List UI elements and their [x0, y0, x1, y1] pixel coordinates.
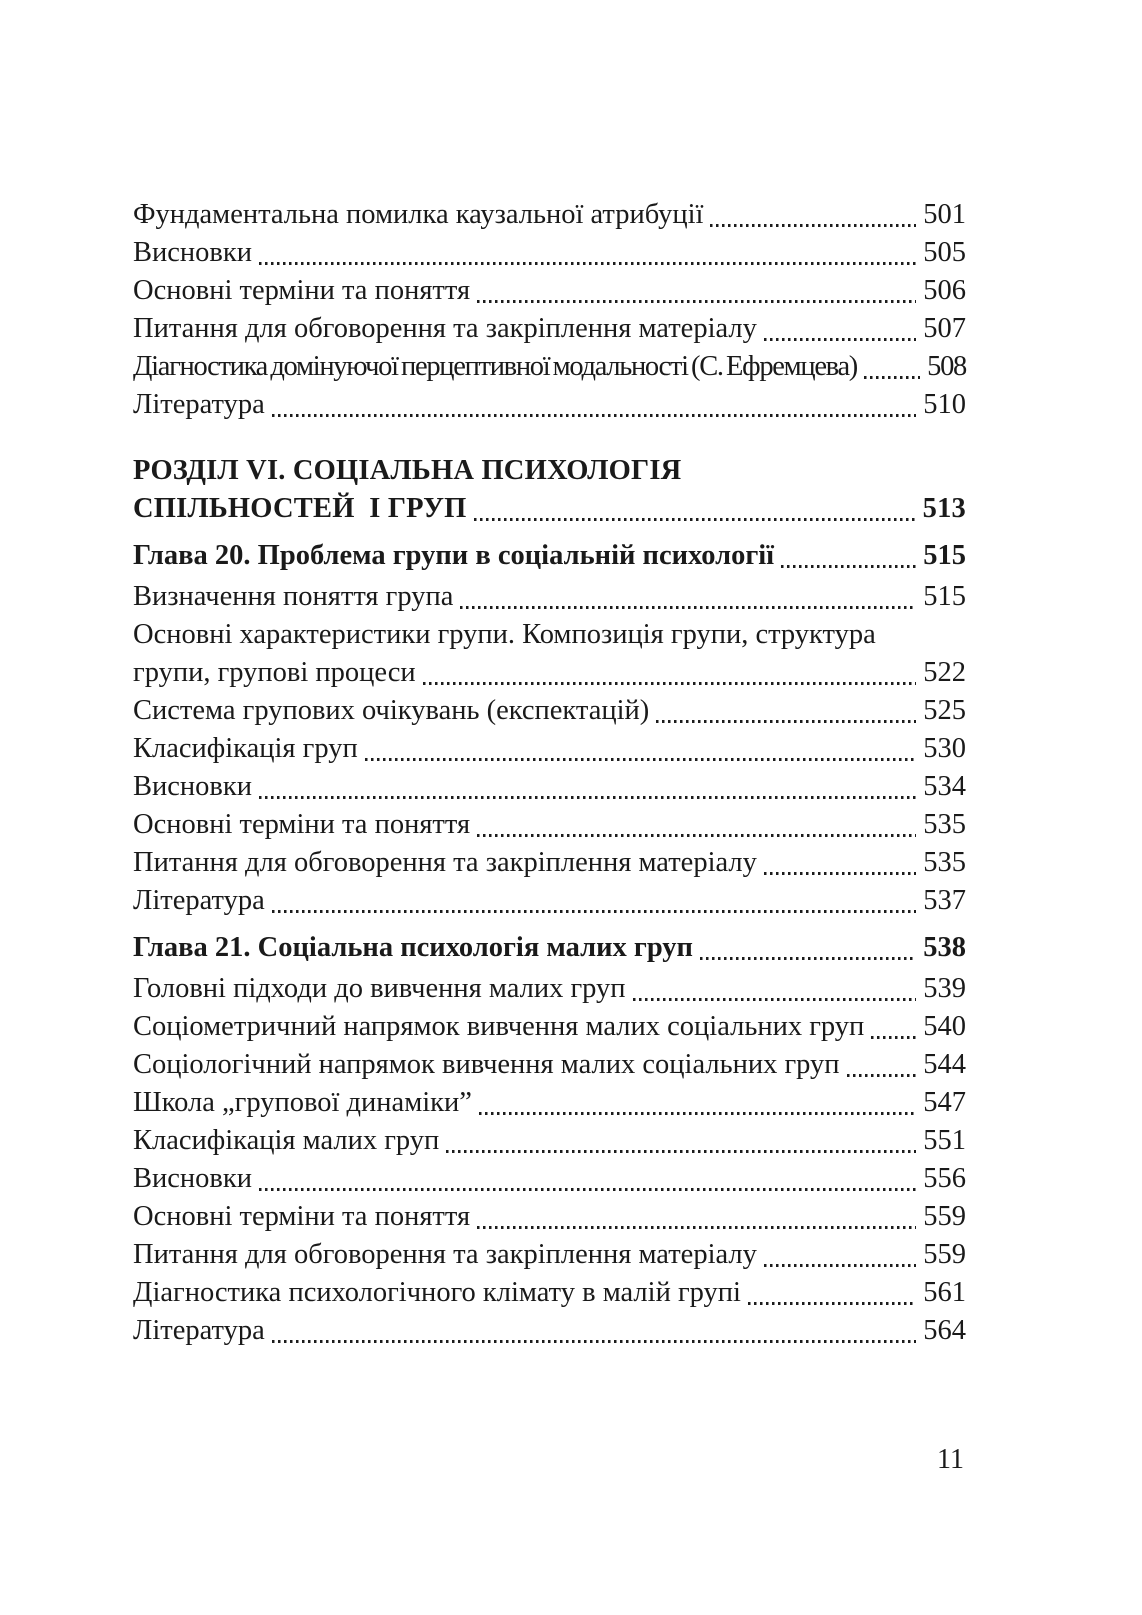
- toc-entry: [133, 1236, 966, 1274]
- toc-entry-label: Глава 20. Проблема групи в соціальній психології: [133, 540, 775, 571]
- toc-entry-page: 525: [923, 695, 966, 726]
- toc-entry-label: Основні терміни та поняття: [133, 1201, 471, 1232]
- dotted-leader: [864, 376, 920, 379]
- toc-entry: [133, 1312, 966, 1350]
- toc-entry-last-line: [133, 272, 966, 310]
- toc-entry-wrap-line: [133, 452, 966, 490]
- toc-entry-label: СПІЛЬНОСТЕЙ І ГРУП: [133, 493, 467, 524]
- toc-entry-last-line: [133, 692, 966, 730]
- toc-entry-label: Висновки: [133, 237, 252, 268]
- dotted-leader: [272, 1340, 917, 1343]
- dotted-leader: [259, 262, 916, 265]
- toc-entry: [133, 730, 966, 768]
- toc-entry-last-line: [133, 1198, 966, 1236]
- toc-entry-last-line: [133, 1008, 966, 1046]
- toc-entry-label: Соціологічний напрямок вивчення малих соціальних груп: [133, 1049, 840, 1080]
- toc-entry-page: 515: [923, 540, 966, 571]
- toc-entry-last-line: [133, 1046, 966, 1084]
- dotted-leader: [748, 1302, 916, 1305]
- toc-entry: [133, 452, 966, 528]
- toc-entry: [133, 1084, 966, 1122]
- toc-entry: [133, 537, 966, 575]
- toc-entry-last-line: [133, 882, 966, 920]
- toc-entry-label: Діагностика психологічного клімату в малій групі: [133, 1277, 741, 1308]
- toc-entry-page: 508: [927, 351, 966, 382]
- toc-entry-label: Література: [133, 885, 265, 916]
- dotted-leader: [460, 606, 916, 609]
- toc-entry-page: 556: [923, 1163, 966, 1194]
- toc-entry-last-line: [133, 348, 966, 386]
- toc-entry-page: 507: [923, 313, 966, 344]
- toc-entry-label: Основні терміни та поняття: [133, 809, 471, 840]
- dotted-leader: [871, 1036, 916, 1039]
- dotted-leader: [365, 758, 917, 761]
- toc-entry-last-line: [133, 578, 966, 616]
- toc-entry-label: Визначення поняття група: [133, 581, 454, 612]
- toc-entry-page: 535: [923, 809, 966, 840]
- toc-entry: [133, 234, 966, 272]
- toc-entry-label: групи, групові процеси: [133, 657, 416, 688]
- toc-entry-label: Діагностика домінуючої перцептивної модальності (С. Ефремцева): [133, 351, 857, 382]
- toc-entry: [133, 1008, 966, 1046]
- toc-entry-page: 539: [923, 973, 966, 1004]
- toc-entry-label: Література: [133, 389, 265, 420]
- toc-entry-last-line: [133, 1122, 966, 1160]
- toc-entry-label: Основні характеристики групи. Композиція групи, структура: [133, 619, 876, 650]
- toc-entry-last-line: [133, 806, 966, 844]
- toc-entry: [133, 1274, 966, 1312]
- toc-entry-page: 559: [923, 1239, 966, 1270]
- toc-entry-label: Питання для обговорення та закріплення матеріалу: [133, 313, 757, 344]
- toc-entry: [133, 348, 966, 386]
- dotted-leader: [479, 1112, 916, 1115]
- toc-entry: [133, 1122, 966, 1160]
- toc-entry-last-line: [133, 1312, 966, 1350]
- toc-entry-label: Висновки: [133, 1163, 252, 1194]
- toc-entry-page: 540: [923, 1011, 966, 1042]
- toc-entry-page: 501: [923, 199, 966, 230]
- dotted-leader: [259, 1188, 916, 1191]
- toc-entry-last-line: [133, 490, 966, 528]
- toc-entry: [133, 1160, 966, 1198]
- toc-entry-label: Головні підходи до вивчення малих груп: [133, 973, 626, 1004]
- toc-entry: [133, 196, 966, 234]
- dotted-leader: [633, 998, 917, 1001]
- toc-entry-last-line: [133, 386, 966, 424]
- toc-entry-page: 522: [923, 657, 966, 688]
- table-of-contents: [133, 196, 966, 1350]
- toc-entry-label: Питання для обговорення та закріплення матеріалу: [133, 847, 757, 878]
- toc-entry-label: Класифікація малих груп: [133, 1125, 440, 1156]
- dotted-leader: [700, 957, 916, 960]
- toc-entry-label: Система групових очікувань (експектацій): [133, 695, 650, 726]
- toc-entry-label: Питання для обговорення та закріплення матеріалу: [133, 1239, 757, 1270]
- toc-entry-last-line: [133, 730, 966, 768]
- toc-entry-label: Література: [133, 1315, 265, 1346]
- toc-entry-label: Основні терміни та поняття: [133, 275, 471, 306]
- toc-entry-page: 544: [923, 1049, 966, 1080]
- toc-entry-last-line: [133, 1236, 966, 1274]
- toc-entry: [133, 929, 966, 967]
- toc-entry-label: Глава 21. Соціальна психологія малих груп: [133, 932, 693, 963]
- toc-entry-page: 538: [923, 932, 966, 963]
- page-number: 11: [937, 1444, 964, 1475]
- toc-entry: [133, 386, 966, 424]
- dotted-leader: [656, 720, 916, 723]
- toc-entry-page: 561: [923, 1277, 966, 1308]
- toc-entry: [133, 1198, 966, 1236]
- toc-entry-page: 505: [923, 237, 966, 268]
- toc-entry-page: 564: [923, 1315, 966, 1346]
- toc-entry: [133, 882, 966, 920]
- toc-entry: [133, 844, 966, 882]
- toc-entry-page: 547: [923, 1087, 966, 1118]
- toc-entry: [133, 616, 966, 692]
- toc-entry-last-line: [133, 970, 966, 1008]
- dotted-leader: [477, 1226, 916, 1229]
- toc-entry-page: 551: [923, 1125, 966, 1156]
- toc-entry-label: Висновки: [133, 771, 252, 802]
- toc-entry-label: Класифікація груп: [133, 733, 358, 764]
- toc-entry-page: 559: [923, 1201, 966, 1232]
- toc-entry-page: 506: [923, 275, 966, 306]
- toc-entry-page: 515: [923, 581, 966, 612]
- toc-entry-last-line: [133, 1274, 966, 1312]
- toc-entry: [133, 578, 966, 616]
- toc-entry-label: РОЗДІЛ VI. СОЦІАЛЬНА ПСИХОЛОГІЯ: [133, 455, 682, 486]
- toc-entry-last-line: [133, 1160, 966, 1198]
- toc-entry-label: Фундаментальна помилка каузальної атрибуції: [133, 199, 704, 230]
- dotted-leader: [781, 565, 916, 568]
- toc-entry-label: Соціометричний напрямок вивчення малих соціальних груп: [133, 1011, 865, 1042]
- toc-entry-page: 534: [923, 771, 966, 802]
- toc-entry-page: 537: [923, 885, 966, 916]
- dotted-leader: [272, 414, 917, 417]
- toc-entry-last-line: [133, 1084, 966, 1122]
- dotted-leader: [764, 872, 916, 875]
- toc-entry-last-line: [133, 310, 966, 348]
- toc-entry-page: 513: [922, 493, 966, 524]
- toc-entry-last-line: [133, 929, 966, 967]
- toc-entry-last-line: [133, 537, 966, 575]
- toc-entry-last-line: [133, 844, 966, 882]
- toc-entry: [133, 272, 966, 310]
- toc-entry: [133, 1046, 966, 1084]
- dotted-leader: [474, 518, 916, 521]
- dotted-leader: [764, 338, 916, 341]
- dotted-leader: [764, 1264, 916, 1267]
- toc-entry-last-line: [133, 768, 966, 806]
- toc-entry-page: 510: [923, 389, 966, 420]
- toc-entry-last-line: [133, 234, 966, 272]
- toc-entry-last-line: [133, 654, 966, 692]
- toc-entry-page: 530: [923, 733, 966, 764]
- toc-entry-page: 535: [923, 847, 966, 878]
- toc-entry: [133, 768, 966, 806]
- dotted-leader: [272, 910, 917, 913]
- dotted-leader: [423, 682, 917, 685]
- toc-entry-last-line: [133, 196, 966, 234]
- toc-entry-label: Школа „групової динаміки”: [133, 1087, 472, 1118]
- toc-entry: [133, 806, 966, 844]
- dotted-leader: [259, 796, 916, 799]
- toc-entry: [133, 310, 966, 348]
- toc-entry-wrap-line: [133, 616, 966, 654]
- toc-entry: [133, 692, 966, 730]
- dotted-leader: [446, 1150, 916, 1153]
- dotted-leader: [477, 834, 916, 837]
- dotted-leader: [847, 1074, 917, 1077]
- dotted-leader: [710, 224, 916, 227]
- toc-entry: [133, 970, 966, 1008]
- dotted-leader: [477, 300, 916, 303]
